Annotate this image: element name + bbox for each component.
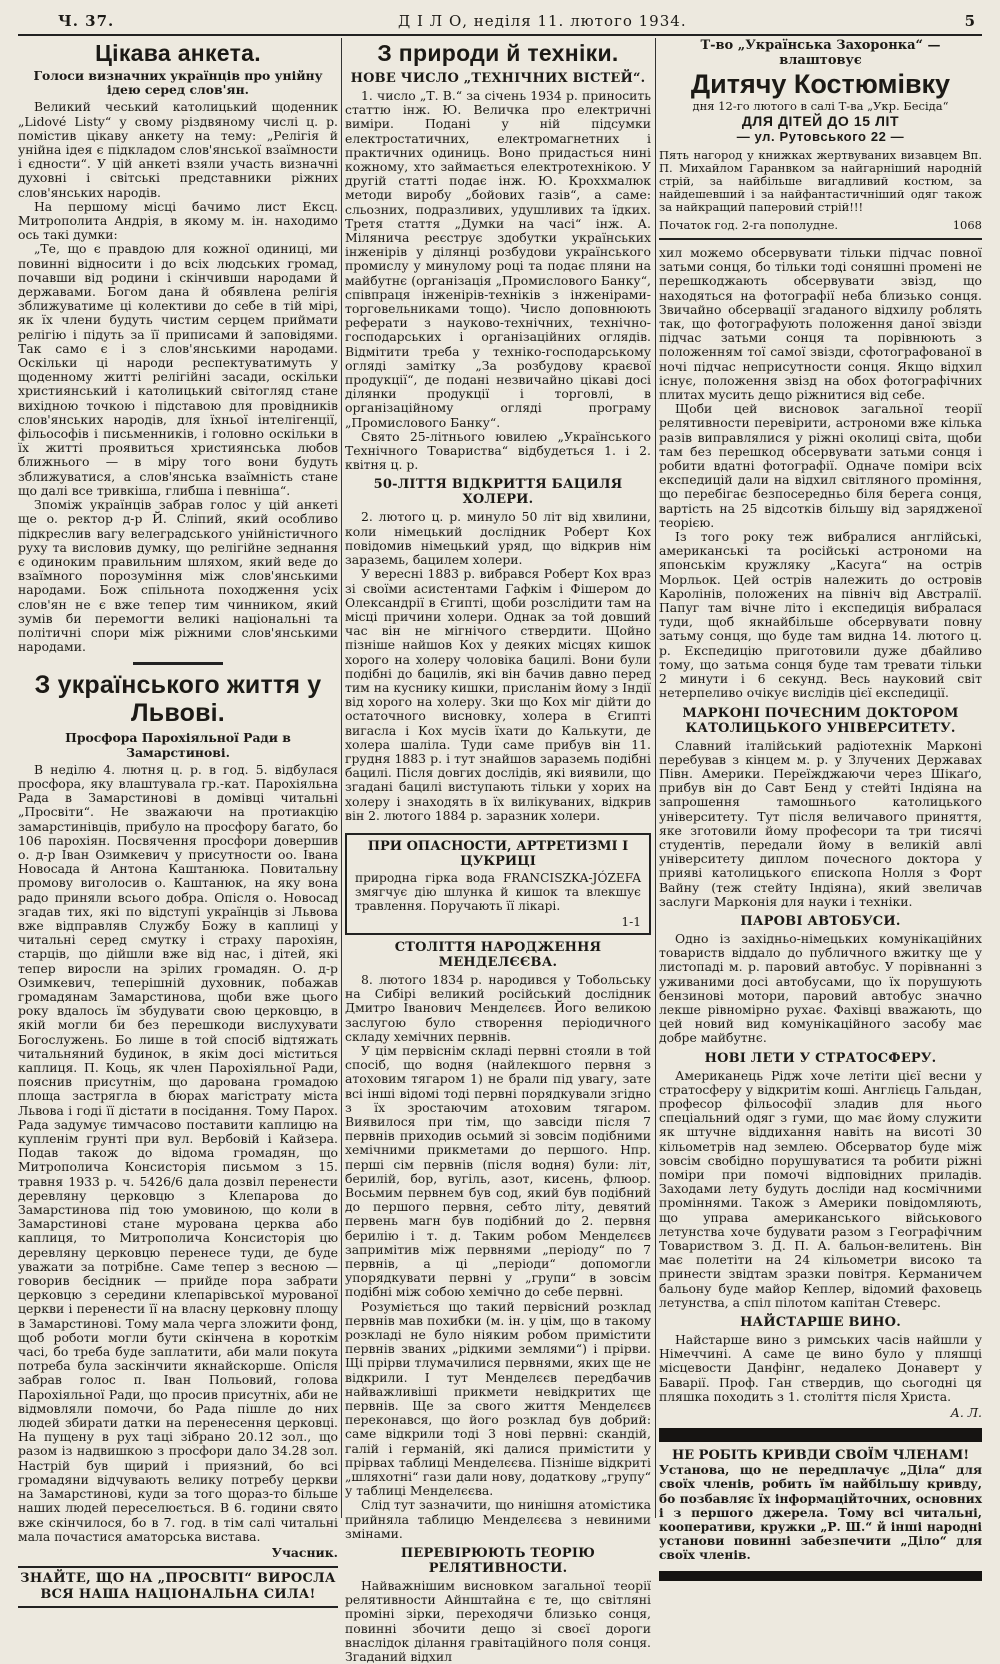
ad-text: природна гірка вода FRANCISZKA-JÓZEFA змягчує дію шлунка й кишок та влекшує травлення. Поручають її лікарі.	[355, 870, 641, 913]
paragraph: У вересні 1883 р. вибрався Роберт Кох враз зі своїми асистентами Гафкім і Фішером до Олександрії в Єгипті, щоби розслідити там на місці причини холери. Однак за той довший час він не мігнічого ствердити. Щойно пізніше найшов Кох у деяких місцях кишок хорого на холеру чоловіка бацилі. Вони були подібні до бацилів, які він бачив давно перед тим на куснику кишки, присланім йому з Індії від хорого на холеру. Зки що Кох міг дійти до остаточного висновку, холера в Єгипті вигасла і Кох мусів їхати до Калькути, де холера шаліла. Туди саме прибув він 11. грудня 1883 р. і тут знайшов зараземь подібні бацилі. Після довгих дослідів, які виявили, що згадані бацилі виступають тільки у хорих на холеру і знаходять в їх вилікуваних, відкрив він 2. лютого 1884 р. заразник холери.	[345, 566, 651, 823]
advertisement-box	[345, 833, 651, 935]
ad-time: Початок год. 2-га пополудне.	[659, 218, 839, 232]
article-title: НОВІ ЛЕТИ У СТРАТОСФЕРУ.	[704, 1050, 937, 1066]
paragraph: 2. лютого ц. р. минуло 50 літ від хвилини, коли німецький дослідник Роберт Кох повідомив німецький уряд, що відкрив нім зараземь, бацилем холери.	[345, 509, 651, 568]
ad-note: Пять нагород у книжках жертвуваних визавцем Вп. П. Михайлом Гаранвком за найгарніший народній стрій, за найбільше вигадливий костюм, за найдешевший і за найфантастичніший одяг також за найкращий паперовий стрій!!!	[659, 148, 982, 214]
paragraph: Свято 25-літнього ювилею „Українського Технічного Товариства“ відбудеться 1. і 2. квітня ц. р.	[345, 428, 651, 473]
paragraph: „Те, що є правдою для кожної одиниці, ми повинні відносити і до всіх людських громад, почавши від родини і скінчивши народами й державами. Богом дана й обявлена релігія зближуватиме ці колективи до себе в тій мірі, як їх члени будуть чистим серцем приймати релігію і підуть за її приписами й заповідями. Так само є і з слов'янськими народами. Оскільки ці народи респектуватимуть у щоденному житті релігійні засади, оскільки християнський і католицький світогляд стане вихідною точкою і підставою для провідників слов'янських народів, для їхньої інтелігенції, фільософів і письменників, і головно оскільки в їх житті проявиться християнська любов ближнього — в міру того вони будуть зближуватися, а слов'янська взаїмність стане що далі все тривкіша, глибша і певніша“.	[18, 241, 338, 498]
article-title: З українського життя у Львові.	[34, 671, 322, 728]
notice-title: НЕ РОБІТЬ КРИВДИ СВОЇМ ЧЛЕНАМ!	[671, 1448, 970, 1464]
ad-headline: Дитячу Костюмівку	[690, 69, 951, 99]
dark-divider-bar	[659, 1571, 982, 1581]
paragraph: Із того року теж вибралися англійські, американські та російські астрономи на японськім кружляку „Касуга“ на острів Морльок. Цей острів належить до островів Каролінів, положених на північ від Австралії. Папуг там вічне літо і експедиція вибралася туди, щоб якнайбільше обсервувати повну затьму сонця, що буде там видна 14. лютого ц. р. Експедицію приготовили дуже дбайливо тому, що затьма сонця буде там тревати тільки 2 минути і 6 секунд. Весь науковий світ нетерпеливо очікує вислідів цієї експедиції.	[659, 529, 982, 701]
article-title: СТОЛІТТЯ НАРОДЖЕННЯ МЕНДЕЛЄЄВА.	[394, 939, 602, 970]
paragraph: Зпоміж українців забрав голос у цій анкеті ще о. ректор д-р Й. Сліпий, який особливо підкреслив вагу велеградського унійністичного руху та висловив думку, що релігійне зеднання є одиноким правильним шляхом, який веде до взаїмного порозуміння між слов'янськими народами. Бож спільнота походження усіх слов'ян не є вже тепер тим чинником, який зумів би перемогти великі національні та політичні спори між ріжними слов'янськими народами.	[18, 497, 338, 655]
article-subtitle: Просфора Парохіяльної Ради в Замарстинові.	[65, 730, 291, 760]
paragraph: Славний італійський радіотехнік Марконі перебував з кінцем м. р. у Злучених Державах Півн. Америки. Переїжджаючи через Шікаґо, прибув він до Савт Бенд у стейті Індіяна на запрошення тамошнього католицького університету. Тут після величавого приняття, яке зготовили йому професори та три тисячі студентів, передали йому в великій авлі університету диплом почесного доктора у прияві католицького єпископа Нолля з Форт Вайну (теж стейту Індіяна), який звеличав заслуги Марконія для науки і техніки.	[659, 737, 982, 909]
column-rule	[341, 38, 342, 1518]
issue-number: Ч. 37.	[58, 12, 115, 30]
ad-address: — ул. Рутовського 22 —	[736, 129, 905, 144]
column-3	[659, 38, 982, 1563]
article-title: ПАРОВІ АВТОБУСИ.	[740, 913, 901, 929]
paragraph: Щоби цей висновок загальної теорії релятивности перевірити, астрономи вже кілька разів виправлялися у ріжні околиці світа, щоби там без перешкод обсервувати затьми сонця і робити вдатні фотографії. Одначе поміри всіх експедицій дали на відхил світляного проміння, що перебігає безпосередньо біля берега сонця, вартість на 25 відсотків більшу від зарядженої теорією.	[659, 401, 982, 530]
paragraph: Найстарше вино з римських часів найшли у Німеччині. А саме це вино було у пляшці місцевости Данфінг, недалеко Донаверт у Баварії. Проф. Ган ствердив, що сьогодні ця пляшка походить з 1. століття після Христа.	[659, 1332, 982, 1404]
article-title: 50-ЛІТТЯ ВІДКРИТТЯ БАЦИЛЯ ХОЛЕРИ.	[373, 477, 623, 508]
paragraph: 8. лютого 1834 р. народився у Тобольську на Сибірі великий російський дослідник Дмитро Іванович Менделєєв. Його великою заслугою було створення періодичного складу хемічних первнів.	[345, 971, 651, 1044]
column-1	[18, 38, 338, 1603]
column-2	[345, 38, 651, 1664]
article-title: НОВЕ ЧИСЛО „ТЕХНІЧНИХ ВІСТЕЙ“.	[350, 71, 646, 86]
paragraph: На першому місці бачимо лист Ексц. Митрополита Андрія, в якому м. ін. находимо ось такі думки:	[18, 198, 338, 243]
ad-date: дня 12-го лютого в салі Т-ва „Укр. Бесіда“	[692, 99, 949, 113]
paragraph: Слід тут зазначити, що нинішня атомістика прийняла таблицю Менделєєва з невиними змінами.	[345, 1497, 651, 1541]
article-title: ПЕРЕВІРЮЮТЬ ТЕОРІЮ РЕЛЯТИВНОСТИ.	[400, 1546, 596, 1577]
signature: А. Л.	[950, 1405, 982, 1421]
paragraph: 1. число „Т. В.“ за січень 1934 р. приносить статтю інж. Ю. Величка про електричні виміри. Подані у ній підсумки електростатичних, електромагнетних і практичних одиниць. Воно придасться нині кожному, хто займається електротехнікою. У другій статті подає інж. Ю. Кроххмалюк методи виробу „бойових газів“, а саме: сльозних, подразливих, удушливих та їдких. Третя стаття „Думки на часі“ інж. А. Мілянича реєструє здобутки українських інженірів у ділянці розбудови українського промислу у минулому році та подає пляни на майбутнє (організація „Промислового Банку“, співпраця інженірів-техніків з інженірами-торговельниками тощо). Число доповнюють реферати з науково-технічних, технічно-господарських і організаційних оглядів. Відмітити треба у техніко-господарському огляді замітку „За розбудову краєвої продукції“, де подані незвичайно цікаві досі ділянки продукції і торговлі, в організаційному огляді програму „Промислового Банку“.	[345, 88, 651, 430]
article-title: Цікава анкета.	[95, 40, 261, 66]
article-title: МАРКОНІ ПОЧЕСНИМ ДОКТОРОМ КАТОЛИЦЬКОГО УНІВЕРСИТЕТУ.	[682, 705, 959, 736]
paragraph: У цім первіснім складі первні стояли в той спосіб, що водня (найлекшого первня з атоховим тягаром 1) не брали під увагу, зате всі інші відомі тоді первні порядкували згідно з їх зростаючим атоховим тягаром. Виявилося при тім, що завсіди після 7 первнів приходив осьмий зі зовсім подібними хемічними прикметами до першого. Нпр. перші сім первнів (після водня) були: літ, берилій, бор, вугіль, азот, кисень, флюор. Восьмим первнем був сод, який був подібний до першого первня, себто літу, девятий первень магн був подібний до 2. первня берилію і т. д. Таким робом Менделєєв запримітив між первнями „періоду“ по 7 первнів, а ці „періоди“ допомогли упорядкувати первні у „групи“ в зовсім подібні між собою хемічно до себе первні.	[345, 1042, 651, 1300]
paragraph: Великий чеський католицький щоденник „Lidové Listy“ у свому різдвяному числі ц. р. помістив цікаву анкету на тему: „Релігія й унійна ідея є підкладом слов'янської взаїмности і єдности“. У цій анкеті взяли участь визначні духовні і світські представники ріжних слов'янських народів.	[18, 99, 338, 200]
call-to-action: ЗНАЙТЕ, ЩО НА „ПРОСВІТІ“ ВИРОСЛА ВСЯ НАША НАЦІОНАЛЬНА СИЛА!	[18, 1566, 338, 1608]
notice-text: Установа, що не передплачує „Діла“ для своїх членів, робить їм найбільшу кривду, бо позбавляє їх інформаційточних, основних і з першого джерела. Тому всі читальні, кооперативи, кружки „Р. Ш.“ й інші народні установи повинні забезпечити „Діло“ для своїх членів.	[659, 1463, 982, 1563]
section-divider	[133, 662, 223, 665]
paragraph: Одно із західньо-німецьких комунікаційних товариств віддало до публичного вжитку ще у листопаді м. р. паровий автобус. У порівнанні з уживаними досі автобусами, що їх порушують бензинові мотори, паровий автобус значно лекше рівномірно рухає. Фахівці вважають, що цей новий вид комунікаційного засобу має добре майбутнє.	[659, 930, 982, 1046]
event-advertisement	[659, 38, 982, 240]
column-rule	[655, 38, 656, 1518]
paragraph: В неділю 4. лютня ц. р. в год. 5. відбулася просфора, яку влаштувала гр.-кат. Парохіяльна Рада в Замарстинові в домівці читальні „Просвіти“. Не зважаючи на протиакцію замарстинівців, прибуло на просфору багато, бо 106 парохіян. Посвячення просфори довершив о. д-р Іван Озимкевич у присутности оо. Івана Новосада й Антона Каштанюка. Повитальну промову виголосив о. Каштанюк, на яку вона радо приняли всього добра. Опісля о. Новосад згадав тих, які по відступі українців зі Львова вже відправляв Службу Божу в каплиці у читальні серед смутку і страху парохіян, старців, що дійшли вже від нас, і дітей, які тепер виросли на зрілих громадян. О. д-р Озимкевич, теперішній духовник, побажав громадянам Замарстинова, щоби вже цього року вдалось їм збудувати свою церковцю, в якій могли би без перешкоди вислухувати Богослужень. Бо лише в той спосіб відтяжать читальняний будинок, в якім досі міститься каплиця. П. Коць, як член Парохіяльної Ради, пояснив присутнім, що дарована громадою площа застрягла в бюрах магістрату міста Львова і годі її дістати в посідання. Тому Парох. Рада задумує тимчасово поставити каплицю на купленім грунті при вул. Вербовій і Кайзера. Подав також до відома громадян, що Митрополича Консисторія письмом з 15. травня 1933 р. ч. 5426/6 дала дозвіл перенести деревляну церковцю з Клепарова до Замарстинова під тою умовиною, що коли в Замарстинові стане мурована церква або каплиця, то Митрополича Консисторія цю деревляну церковцю перенесе туди, де буде уважати за потрібне. Саме тепер з весною — говорив бесідник — прийде пора забрати церковцю з середини клепарівської мурованої церкви і перенести її на власну церковну площу в Замарстинові. Тому мала черга зложити фонд, щоб роботи могли бути скінчена в короткім часі, бо треба буде заплатити, аби мали покута потреба була заскінчити якнайскорше. Опісля забрав голос п. Іван Польовий, голова Парохіяльної Ради, що просив присутніх, аби не відмовляли помочи, бо Рада пішле до них людей збирати датки на перенесення церковці. На пущену в рух таці зібрано 20.12 зол., що разом із надвишкою з просфори дало 34.28 зол. Настрій був щирий і приязний, бо всі громадяни відчувають велику потребу церкви на Замарстинові, куди за того щораз-то більше наших людей переселюється. В 6. години свято вже скінчилося, бо в 7. год. в тім салі читальні мала почастися аматорська вистава.	[18, 761, 338, 1544]
notice-box	[659, 1448, 982, 1562]
paragraph: Розуміється що такий первісний розклад первнів мав похибки (м. ін. у цім, що в такому розкладі не було ніяким робом примістити первнів званих „рідкими землями“) і прірви. Щі прірви тлумачилися первнями, яких ще не відкрили. І тут Менделєєв передбачив найважливіші прикмети невідкритих ще первнів. Ще за свого життя Менделєєв переконався, що його розклад був добрий: саме відкрили тоді 3 нові первні: скандій, галій і германій, які далися примістити у прірвах таблиці Менделєєва. Пізніше відкриті „шляхотні“ гази дали нову, додаткову „групу“ у таблиці Менделєєва.	[345, 1298, 651, 1499]
paragraph: Американець Рідж хоче летіти цієї весни у стратосферу у відкритім коші. Англієць Гальдан, професор фільософії зладив для нього спеціальний одяг з гуми, що має йому служити як штучне віддихання навіть на висоті 30 кільометрів над землею. Обсерватор буде між зовсім свобідно порушуватися та робити ріжні поміри при помочі відповідних приладів. Заходами лету будуть досліди над космічними проміннями. Також з Америки повідомляють, що управа американського військового летунства хоче будувати разом з Географічним Товариством З. Д. П. А. бальон-велитень. Він має полетіти на 24 кільометри високо та принести звідтам зразки повітря. Керманичем бальону буде майор Кеплер, відомий фаховець летунства, а спіл пілотом капітан Стеверс.	[659, 1067, 982, 1310]
ad-age: ДЛЯ ДІТЕЙ ДО 15 ЛІТ	[741, 113, 900, 129]
ad-number: 1-1	[621, 914, 641, 929]
masthead-date: Д І Л О, неділя 11. лютого 1934.	[398, 12, 687, 30]
ad-number: 1068	[952, 218, 982, 232]
section-title: З природи й техніки.	[377, 40, 619, 66]
ad-organizer: Т-во „Українська Захоронка“ — влаштовує	[700, 38, 941, 68]
dark-divider-bar	[659, 1428, 982, 1442]
ad-title: ПРИ ОПАСНОСТИ, АРТРЕТИЗМІ І ЦУКРИЦІ	[367, 838, 629, 869]
article-subtitle: Голоси визначних українців про унійну ідею серед слов'ян.	[33, 68, 323, 98]
running-header	[18, 8, 982, 36]
signature: Учасник.	[271, 1544, 338, 1560]
article-title: НАЙСТАРШЕ ВИНО.	[740, 1315, 901, 1331]
paragraph: Найважнішим висновком загальної теорії релятивности Айнштайна є те, що світляні проміні зірки, переходячи близько сонця, повинні збочити дещо зі своєї дороги внаслідок ділання гравітаційного поля сонця. Згаданий відхил	[345, 1578, 651, 1664]
page-number: 5	[964, 12, 976, 30]
paragraph: хил можемо обсервувати тільки підчас повної затьми сонця, бо тільки тоді соняшні промені не перешкоджають обсервувати звізд, що находяться на фотографії неба близько сонця. Звичайно обсервації згаданого відхилу роблять так, що фотографують положення даної звізди підчас затьми сонця та порівнюють з положенням тої самої звізди, сфотографованої в ночі підчас неприсутности сонця. Якщо відхил існує, положення звізд на обох фотографічних плитах мусить дещо ріжнитися від себе.	[659, 245, 982, 403]
